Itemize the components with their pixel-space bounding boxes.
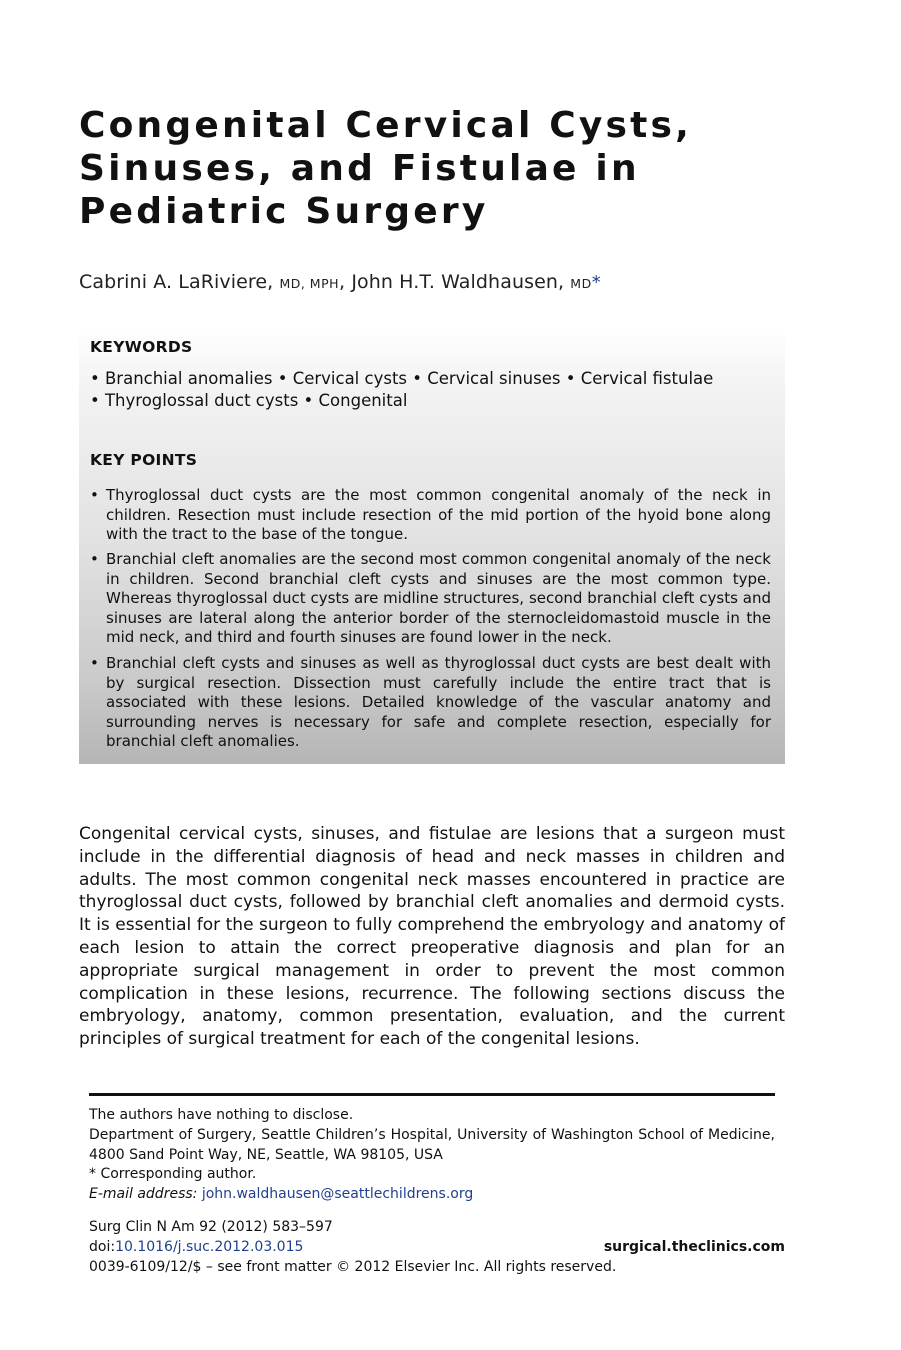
journal-website-link[interactable]: surgical.theclinics.com — [603, 1239, 785, 1255]
author-degrees: MD, MPH — [279, 276, 340, 291]
doi-link[interactable]: 10.1016/j.suc.2012.03.015 — [115, 1239, 304, 1255]
bullet-icon: • — [90, 550, 99, 568]
author-name: John H.T. Waldhausen, — [351, 271, 565, 293]
key-point-text: Branchial cleft cysts and sinuses as well as thyroglossal duct cysts are best dealt with by surgical resection. Dissection must carefully include the entire tract that is associated with these lesions. Detailed knowledge of the vascular anatomy and surrounding nerves is necessary for safe and complete resection, especially for branchial cleft anomalies. — [106, 654, 771, 751]
email-link[interactable]: john.waldhausen@seattlechildrens.org — [201, 1186, 474, 1202]
key-point-item — [90, 550, 771, 648]
keywords-line: • Branchial anomalies • Cervical cysts • Cervical sinuses • Cervical fistulae — [90, 369, 714, 388]
footnote-disclosure: The authors have nothing to disclose. — [89, 1107, 354, 1123]
footnote-email — [89, 1185, 775, 1205]
bullet-icon: • — [90, 654, 99, 672]
keywords-heading: KEYWORDS — [90, 338, 193, 356]
keywords-keypoints-box — [79, 325, 785, 764]
footnote-affiliation: Department of Surgery, Seattle Children’s Hospital, University of Washington School of Medicine, 4800 Sand Point Way, NE, Seattle, WA 98105, USA — [89, 1127, 775, 1163]
footnote-corresponding: * Corresponding author. — [89, 1166, 257, 1182]
title-line: Congenital Cervical Cysts, — [79, 105, 693, 146]
footnote-divider — [89, 1093, 775, 1096]
email-label: E-mail address: — [89, 1186, 198, 1202]
keywords-line: • Thyroglossal duct cysts • Congenital — [90, 391, 408, 410]
key-point-item — [90, 486, 771, 545]
key-points-heading: KEY POINTS — [90, 451, 198, 469]
title-line: Sinuses, and Fistulae in — [79, 148, 640, 189]
author-list — [79, 271, 799, 293]
corresponding-author-marker[interactable]: * — [591, 272, 601, 293]
key-point-text: Branchial cleft anomalies are the second most common congenital anomaly of the neck in children. Second branchial cleft cysts and sinuses are the most common type. Whereas thyroglossal duct cysts are midline structures, second branchial cleft cysts and sinuses are lateral along the anterior border of the sternocleidomastoid muscle in the mid neck, and third and fourth sinuses are found lower in the neck. — [106, 550, 771, 647]
citation-doi-row — [89, 1238, 785, 1258]
author-separator: , — [339, 271, 346, 293]
bullet-icon: • — [90, 486, 99, 504]
citation-copyright: 0039-6109/12/$ – see front matter © 2012 Elsevier Inc. All rights reserved. — [89, 1259, 617, 1275]
key-point-item — [90, 654, 771, 752]
intro-paragraph: Congenital cervical cysts, sinuses, and fistulae are lesions that a surgeon must include in the differential diagnosis of head and neck masses in children and adults. The most common congenital neck masses encountered in practice are thyroglossal duct cysts, followed by branchial cleft anomalies and dermoid cysts. It is essential for the surgeon to fully comprehend the embryology and anatomy of each lesion to attain the correct preoperative diagnosis and plan for an appropriate surgical management in order to prevent the most common complication in these lesions, recurrence. The following sections discuss the embryology, anatomy, common presentation, evaluation, and the current principles of surgical treatment for each of the congenital lesions. — [79, 824, 785, 1050]
article-title — [79, 104, 779, 233]
key-point-text: Thyroglossal duct cysts are the most common congenital anomaly of the neck in children. Resection must include resection of the mid portion of the hyoid bone along with the tract to the base of the tongue. — [106, 486, 771, 544]
author-name: Cabrini A. LaRiviere, — [79, 271, 274, 293]
author-degrees: MD — [570, 276, 592, 291]
citation-journal: Surg Clin N Am 92 (2012) 583–597 — [89, 1219, 333, 1235]
doi-label: doi: — [89, 1239, 116, 1255]
title-line: Pediatric Surgery — [79, 191, 489, 232]
